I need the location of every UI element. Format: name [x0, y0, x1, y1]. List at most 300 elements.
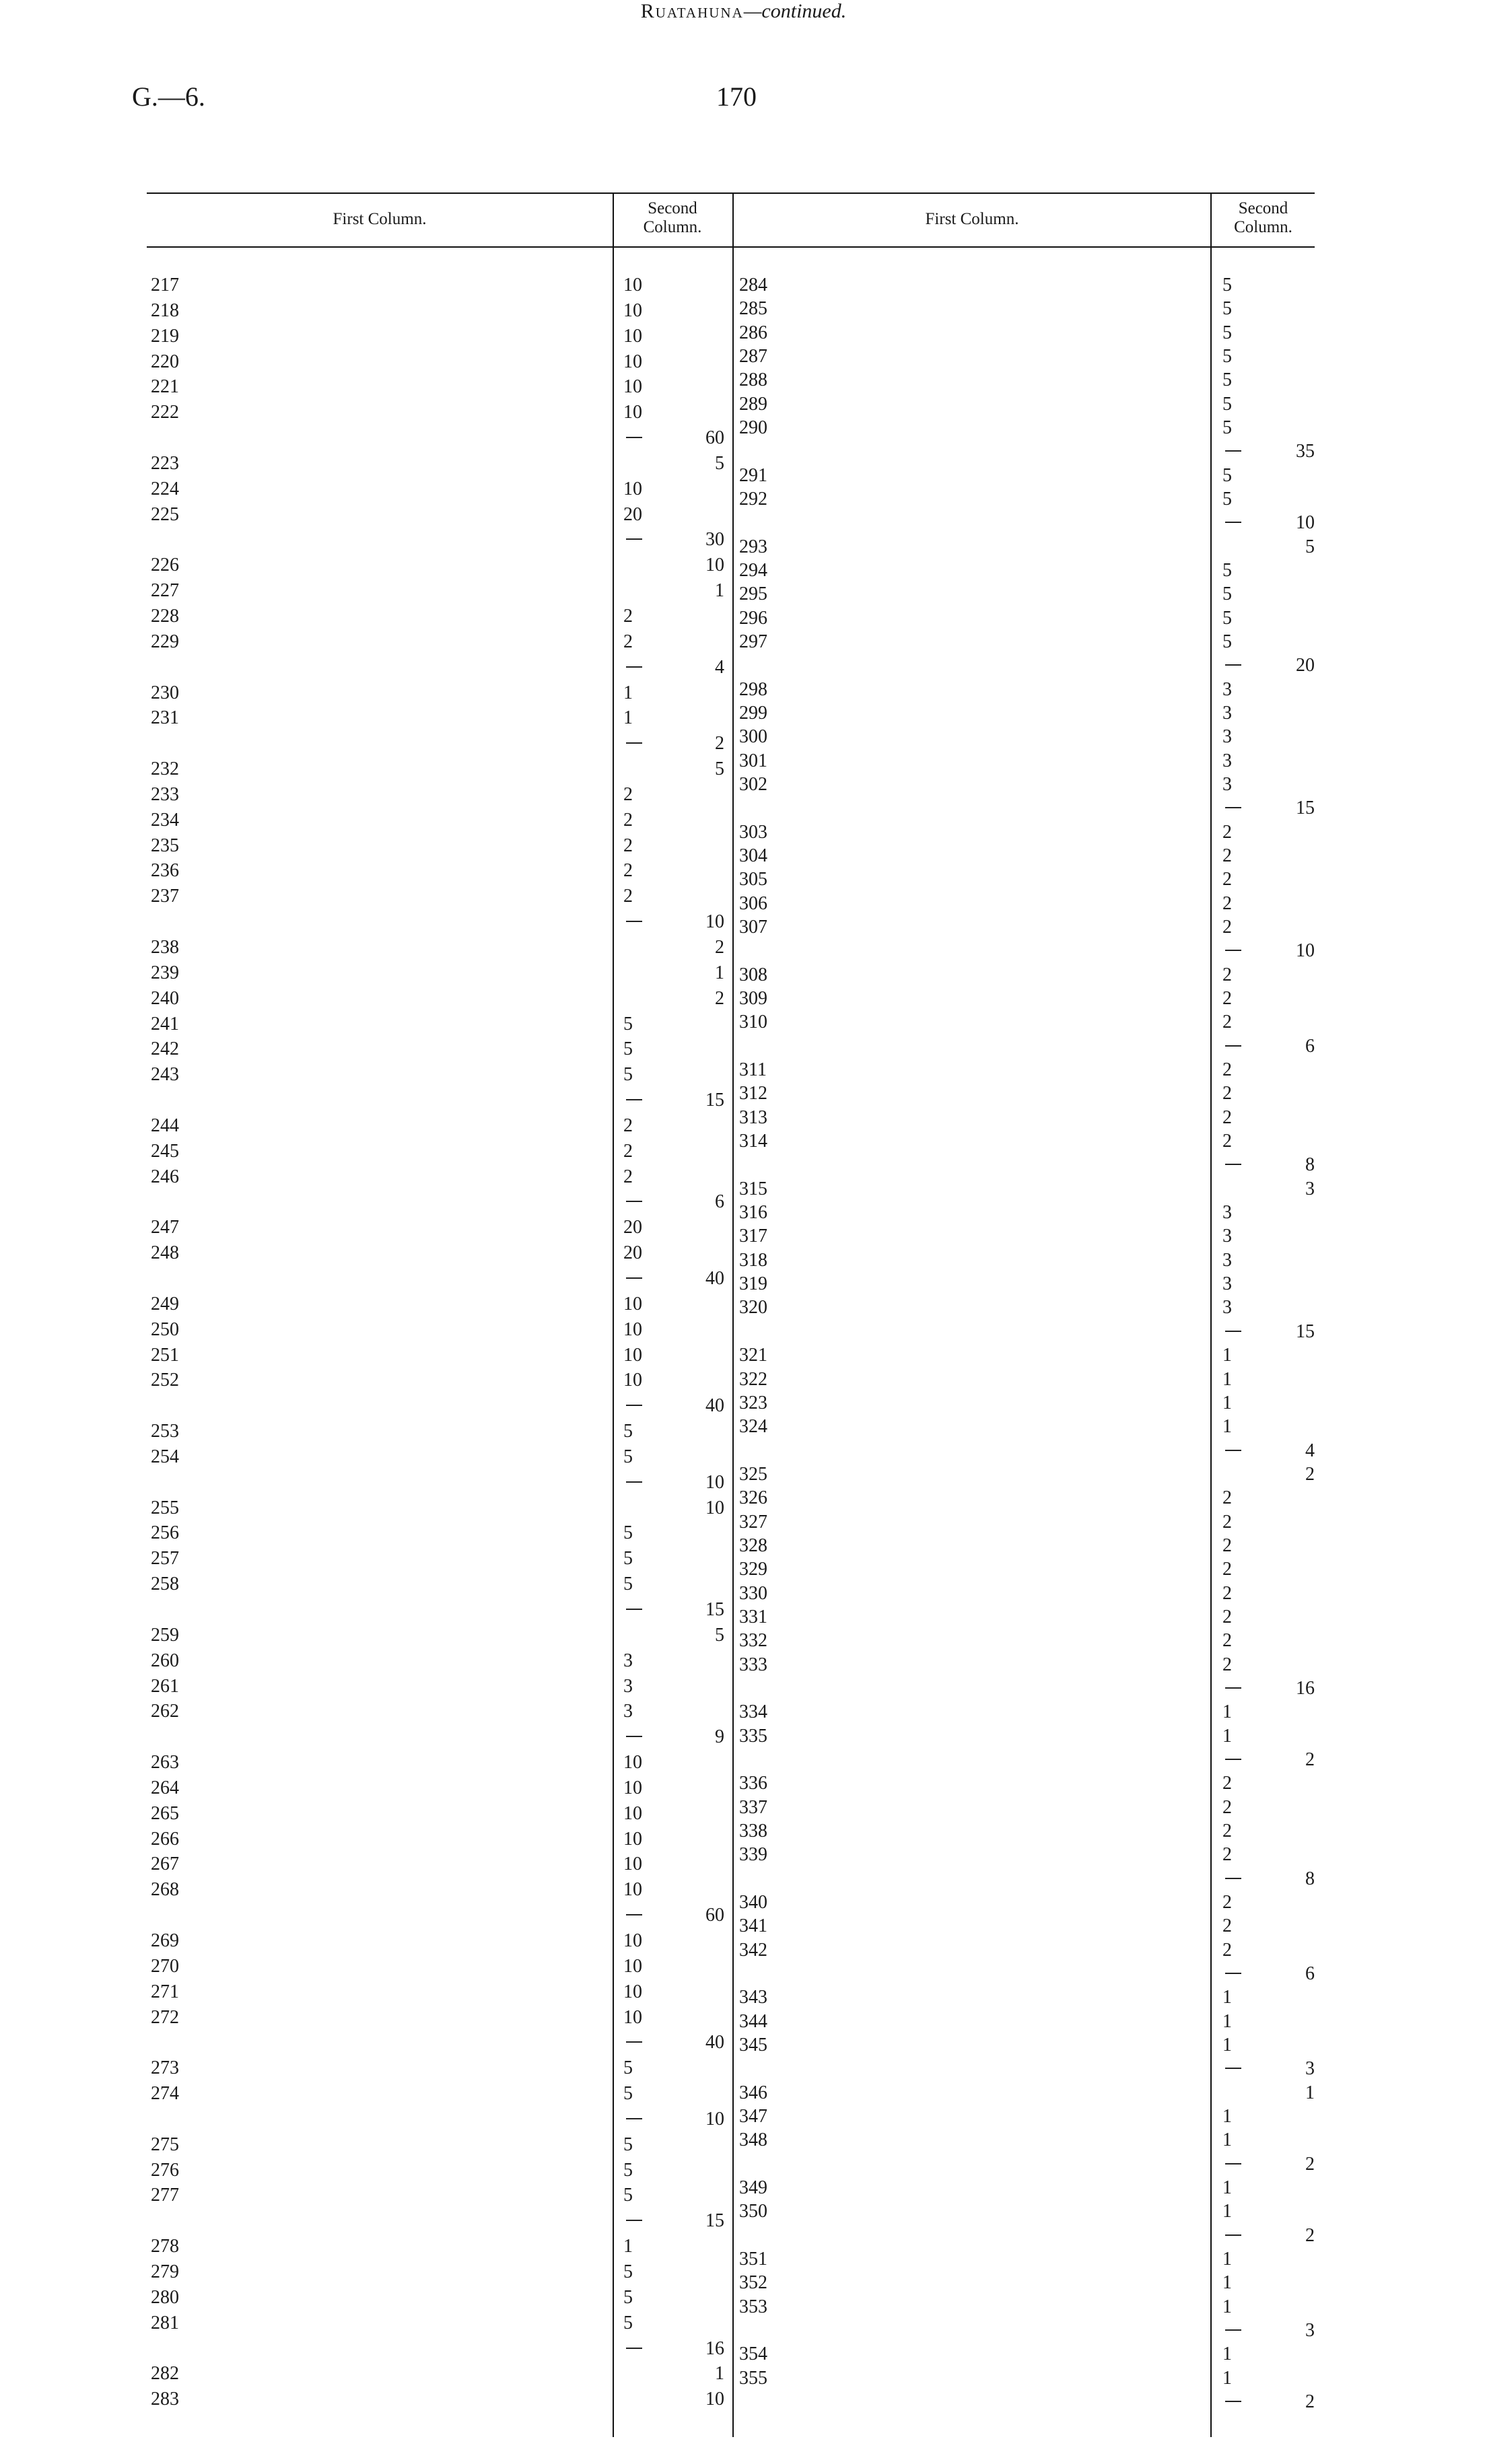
- entry-row: [739, 1059, 1204, 1080]
- entry-number: 242: [151, 1039, 179, 1060]
- entry-share: 2: [1222, 917, 1232, 938]
- entry-number: 281: [151, 2312, 179, 2333]
- entry-share: 10: [623, 1981, 642, 2002]
- entry-row: [151, 1650, 592, 1671]
- entry-number: 227: [151, 580, 179, 602]
- entry-share: 1: [1222, 2367, 1232, 2389]
- group-total-dash: [626, 1914, 642, 1915]
- entry-share: 5: [623, 2134, 633, 2155]
- entry-row: [151, 479, 592, 499]
- entry-share: 5: [1222, 298, 1232, 320]
- entry-number: 285: [739, 298, 767, 320]
- entry-share: 2: [623, 1166, 633, 1187]
- entry-number: 239: [151, 962, 179, 983]
- entry-share: 2: [1222, 1939, 1232, 1961]
- group-total-dash: [626, 538, 642, 540]
- entry-number: 273: [151, 2057, 179, 2079]
- roll-table: [147, 192, 1315, 2437]
- entry-row: [739, 2201, 1204, 2222]
- entry-row: [151, 707, 592, 728]
- entry-row: [151, 275, 592, 295]
- entry-share: 3: [1222, 750, 1232, 771]
- group-total: 15: [1296, 1321, 1315, 1342]
- entry-row: [151, 2134, 592, 2155]
- group-total: 20: [1296, 655, 1315, 676]
- group-total-dash: [626, 2041, 642, 2043]
- entry-row: [151, 810, 592, 831]
- entry-share: 10: [623, 300, 642, 321]
- entry-number: 282: [151, 2363, 179, 2385]
- entry-number: 311: [739, 1059, 767, 1081]
- entry-number: 238: [151, 937, 179, 958]
- entry-share: 1: [1222, 1725, 1232, 1747]
- entry-share: 2: [1305, 1463, 1315, 1485]
- entry-row: [151, 580, 592, 601]
- entry-row: [739, 2035, 1204, 2055]
- entry-row: [151, 504, 592, 525]
- entry-row: [151, 962, 592, 983]
- entry-number: 267: [151, 1854, 179, 1875]
- entry-share: 1: [1222, 2129, 1232, 2151]
- entry-number: 294: [739, 560, 767, 582]
- entry-number: 320: [739, 1297, 767, 1318]
- entry-row: [739, 322, 1204, 343]
- entry-row: [739, 1987, 1204, 2008]
- entry-number: 343: [739, 1987, 767, 2008]
- entry-share: 1: [1222, 2201, 1232, 2222]
- page-number: 170: [716, 81, 757, 112]
- entry-share: 2: [1222, 1012, 1232, 1033]
- entry-number: 319: [739, 1273, 767, 1295]
- entry-row: [151, 1446, 592, 1467]
- entry-row: [739, 1202, 1204, 1223]
- entry-row: [739, 1512, 1204, 1533]
- entry-share: 2: [1222, 1606, 1232, 1627]
- entry-number: 218: [151, 300, 179, 321]
- entry-share: 5: [623, 1548, 633, 1570]
- entry-row: [151, 351, 592, 372]
- entry-row: [739, 1369, 1204, 1390]
- entry-number: 333: [739, 1654, 767, 1675]
- entry-number: 332: [739, 1630, 767, 1652]
- entry-share: 1: [1222, 2296, 1232, 2317]
- entry-number: 269: [151, 1930, 179, 1951]
- entry-number: 290: [739, 417, 767, 439]
- entry-number: 335: [739, 1725, 767, 1747]
- entry-row: [739, 1821, 1204, 1841]
- group-total: 10: [1296, 940, 1315, 962]
- entry-number: 287: [739, 346, 767, 367]
- entry-row: [151, 1421, 592, 1442]
- group-total: 40: [705, 1268, 724, 1289]
- entry-row: [151, 326, 592, 347]
- entry-number: 278: [151, 2236, 179, 2257]
- entry-share: 5: [1222, 489, 1232, 510]
- entry-number: 263: [151, 1752, 179, 1773]
- group-total-dash: [626, 2348, 642, 2349]
- entry-number: 351: [739, 2248, 767, 2269]
- group-total: 40: [705, 1395, 724, 1417]
- entry-share: 10: [623, 478, 642, 499]
- entry-share: 5: [1222, 322, 1232, 343]
- entry-row: [151, 1217, 592, 1238]
- entry-row: [739, 417, 1204, 438]
- entry-row: [739, 536, 1204, 557]
- entry-row: [739, 1012, 1204, 1032]
- entry-row: [739, 608, 1204, 629]
- entry-number: 352: [739, 2272, 767, 2294]
- entry-row: [739, 1107, 1204, 1128]
- entry-row: [739, 2011, 1204, 2032]
- entry-row: [151, 682, 592, 703]
- group-total: 10: [1296, 512, 1315, 534]
- entry-number: 354: [739, 2344, 767, 2365]
- entry-share: 5: [1222, 584, 1232, 605]
- entry-row: [151, 2185, 592, 2206]
- entry-share: 20: [623, 1217, 642, 1238]
- right-first-column-header: First Column.: [925, 210, 1019, 228]
- entry-number: 258: [151, 1574, 179, 1595]
- entry-share: 2: [1222, 1915, 1232, 1937]
- group-total-dash: [626, 1736, 642, 1737]
- group-total-dash: [1225, 664, 1241, 666]
- entry-share: 2: [1222, 1487, 1232, 1509]
- entry-share: 2: [1222, 1630, 1232, 1652]
- entry-number: 250: [151, 1318, 179, 1340]
- entry-row: [151, 1014, 592, 1034]
- entry-row: [151, 1930, 592, 1951]
- entry-number: 345: [739, 2034, 767, 2055]
- entry-row: [151, 1981, 592, 2002]
- entry-share: 5: [1222, 346, 1232, 367]
- entry-share: 5: [715, 759, 724, 780]
- entry-share: 2: [1222, 1059, 1232, 1081]
- entry-number: 225: [151, 503, 179, 525]
- entry-share: 2: [1222, 1891, 1232, 1913]
- entry-row: [151, 2160, 592, 2181]
- group-total-dash: [626, 1277, 642, 1279]
- entry-share: 2: [1222, 964, 1232, 985]
- entry-row: [739, 2177, 1204, 2198]
- entry-row: [739, 2296, 1204, 2317]
- entry-number: 304: [739, 845, 767, 867]
- entry-share: 10: [623, 1752, 642, 1773]
- entry-number: 342: [739, 1939, 767, 1961]
- entry-row: [151, 1039, 592, 1059]
- group-total-dash: [626, 1609, 642, 1610]
- entry-number: 228: [151, 606, 179, 627]
- entry-row: [151, 1242, 592, 1263]
- entry-share: 3: [1222, 678, 1232, 700]
- entry-share: 10: [623, 2006, 642, 2028]
- group-total: 60: [705, 427, 724, 449]
- entry-row: [739, 1416, 1204, 1437]
- group-total-dash: [1225, 1450, 1241, 1451]
- entry-share: 2: [1222, 1773, 1232, 1794]
- entry-row: [151, 2057, 592, 2078]
- group-total: 40: [705, 2032, 724, 2053]
- entry-share: 3: [1222, 726, 1232, 748]
- entry-row: [739, 1654, 1204, 1675]
- group-total: 2: [1305, 1749, 1315, 1770]
- entry-number: 303: [739, 821, 767, 843]
- entry-share: 1: [623, 682, 633, 703]
- left-second-column-header: [613, 199, 732, 237]
- entry-share: 2: [623, 835, 633, 856]
- group-total-dash: [626, 1405, 642, 1406]
- entry-share: 2: [1222, 1820, 1232, 1841]
- entry-number: 337: [739, 1796, 767, 1818]
- entry-row: [739, 1607, 1204, 1627]
- entry-number: 336: [739, 1773, 767, 1794]
- entry-share: 5: [715, 1624, 724, 1646]
- entry-share: 5: [623, 1522, 633, 1544]
- entry-share: 2: [1222, 845, 1232, 867]
- entry-share: 3: [1222, 1202, 1232, 1224]
- entry-share: 10: [623, 1293, 642, 1314]
- entry-share: 2: [715, 987, 724, 1009]
- place-name: Ruatahuna: [640, 0, 744, 22]
- group-total: 6: [1305, 1035, 1315, 1057]
- entry-number: 289: [739, 393, 767, 415]
- entry-row: [739, 845, 1204, 866]
- entry-row: [739, 1250, 1204, 1271]
- entry-row: [739, 2249, 1204, 2269]
- entry-number: 244: [151, 1115, 179, 1136]
- entry-row: [151, 2083, 592, 2104]
- entry-row: [151, 2287, 592, 2308]
- entry-share: 5: [623, 2159, 633, 2181]
- entry-share: 5: [623, 1574, 633, 1595]
- group-total-dash: [1225, 1331, 1241, 1332]
- group-total-dash: [1225, 1687, 1241, 1689]
- entry-number: 292: [739, 489, 767, 510]
- entry-row: [739, 869, 1204, 890]
- entry-number: 271: [151, 1981, 179, 2002]
- entry-row: [739, 1131, 1204, 1152]
- group-total-dash: [626, 1481, 642, 1483]
- entry-number: 338: [739, 1820, 767, 1841]
- entry-share: 1: [1222, 1416, 1232, 1438]
- entry-row: [739, 774, 1204, 795]
- entry-share: 5: [1305, 536, 1315, 557]
- entry-share: 2: [1222, 988, 1232, 1010]
- entry-row: [739, 1701, 1204, 1722]
- entry-share: 10: [623, 1777, 642, 1798]
- entry-share: 3: [623, 1675, 633, 1697]
- entry-share: 1: [1222, 2177, 1232, 2198]
- entry-number: 328: [739, 1535, 767, 1556]
- group-total-dash: [1225, 522, 1241, 523]
- entry-row: [739, 1393, 1204, 1413]
- entry-share: 10: [623, 1344, 642, 1366]
- entry-share: 10: [623, 1854, 642, 1875]
- entry-share: 5: [623, 2057, 633, 2079]
- left-second-column-rule-b: [732, 192, 734, 2437]
- group-total-dash: [1225, 1759, 1241, 1760]
- entry-row: [739, 1464, 1204, 1485]
- entry-number: 313: [739, 1106, 767, 1128]
- group-total: 10: [705, 1471, 724, 1493]
- entry-share: 5: [1222, 275, 1232, 295]
- entry-share: 3: [1222, 1249, 1232, 1271]
- entry-row: [739, 631, 1204, 652]
- group-total-dash: [626, 437, 642, 438]
- group-total-dash: [1225, 2234, 1241, 2236]
- entry-row: [151, 1166, 592, 1187]
- group-total-dash: [1225, 2068, 1241, 2069]
- entry-share: 2: [623, 631, 633, 652]
- entry-row: [151, 555, 592, 575]
- entry-number: 302: [739, 774, 767, 796]
- group-total-dash: [1225, 2329, 1241, 2331]
- entry-number: 310: [739, 1012, 767, 1033]
- group-total: 2: [1305, 2391, 1315, 2412]
- entry-share: 2: [623, 783, 633, 805]
- entry-row: [739, 2344, 1204, 2364]
- entry-row: [739, 2082, 1204, 2103]
- left-second-header-top: Second: [648, 199, 697, 217]
- entry-row: [151, 2389, 592, 2409]
- entry-share: 2: [1222, 821, 1232, 843]
- entry-number: 245: [151, 1140, 179, 1162]
- entry-number: 353: [739, 2296, 767, 2317]
- entry-row: [739, 1535, 1204, 1556]
- entry-row: [739, 964, 1204, 985]
- entry-number: 256: [151, 1522, 179, 1544]
- entry-number: 251: [151, 1344, 179, 1366]
- entry-share: 5: [1222, 560, 1232, 582]
- entry-number: 264: [151, 1777, 179, 1798]
- entry-row: [151, 376, 592, 397]
- entry-share: 1: [1222, 2105, 1232, 2127]
- entry-number: 224: [151, 478, 179, 499]
- entry-share: 3: [1222, 1226, 1232, 1247]
- entry-share: 5: [623, 1013, 633, 1034]
- entry-number: 265: [151, 1802, 179, 1824]
- entry-number: 274: [151, 2083, 179, 2105]
- entry-number: 255: [151, 1497, 179, 1518]
- entry-row: [151, 860, 592, 881]
- entry-number: 331: [739, 1606, 767, 1627]
- entry-row: [151, 1676, 592, 1697]
- entry-share: 3: [1222, 1273, 1232, 1295]
- entry-share: 5: [623, 2185, 633, 2206]
- entry-number: 232: [151, 759, 179, 780]
- group-total-dash: [626, 1099, 642, 1100]
- entry-row: [151, 1522, 592, 1543]
- entry-number: 308: [739, 964, 767, 985]
- group-total: 60: [705, 1905, 724, 1926]
- entry-number: 300: [739, 726, 767, 748]
- entry-number: 266: [151, 1828, 179, 1850]
- entry-number: 314: [739, 1131, 767, 1152]
- left-second-header-bottom: Column.: [643, 218, 702, 236]
- entry-share: 10: [705, 555, 724, 576]
- entry-share: 1: [715, 962, 724, 983]
- entry-number: 329: [739, 1559, 767, 1580]
- entry-row: [151, 1345, 592, 1366]
- entry-number: 277: [151, 2185, 179, 2206]
- entry-share: 10: [623, 402, 642, 423]
- entry-share: 3: [623, 1650, 633, 1671]
- group-total-dash: [1225, 2163, 1241, 2164]
- group-total-dash: [1225, 2401, 1241, 2402]
- group-total-dash: [1225, 807, 1241, 808]
- entry-share: 10: [623, 351, 642, 372]
- entry-row: [151, 453, 592, 474]
- entry-share: 5: [1222, 393, 1232, 415]
- entry-share: 5: [623, 1039, 633, 1060]
- entry-number: 259: [151, 1624, 179, 1646]
- report-reference: G.—6.: [132, 81, 205, 112]
- entry-number: 217: [151, 275, 179, 295]
- entry-number: 307: [739, 917, 767, 938]
- entry-number: 276: [151, 2159, 179, 2181]
- entry-share: 5: [1222, 369, 1232, 391]
- entry-share: 5: [623, 1064, 633, 1086]
- entry-row: [739, 679, 1204, 700]
- entry-share: 2: [1222, 1535, 1232, 1556]
- group-total-dash: [1225, 1164, 1241, 1165]
- entry-row: [151, 1294, 592, 1314]
- entry-number: 249: [151, 1293, 179, 1314]
- entry-share: 10: [705, 2389, 724, 2410]
- entry-row: [739, 1726, 1204, 1747]
- entry-row: [151, 2261, 592, 2282]
- group-total: 2: [715, 733, 724, 754]
- group-total-dash: [1225, 1878, 1241, 1879]
- entry-number: 355: [739, 2367, 767, 2389]
- entry-row: [151, 2236, 592, 2257]
- entry-row: [739, 1797, 1204, 1818]
- entry-number: 334: [739, 1701, 767, 1723]
- entry-number: 316: [739, 1202, 767, 1224]
- entry-row: [151, 1854, 592, 1874]
- entry-row: [739, 369, 1204, 390]
- group-total: 3: [1305, 2319, 1315, 2341]
- entry-number: 243: [151, 1064, 179, 1086]
- entry-share: 2: [623, 1115, 633, 1136]
- entry-share: 3: [1222, 774, 1232, 796]
- entry-row: [151, 784, 592, 805]
- entry-row: [151, 988, 592, 1009]
- entry-row: [739, 1630, 1204, 1651]
- entry-row: [151, 402, 592, 423]
- entry-number: 296: [739, 607, 767, 629]
- entry-number: 236: [151, 860, 179, 882]
- subtitle-suffix: —continued.: [743, 0, 847, 22]
- group-total: 2: [1305, 2224, 1315, 2246]
- group-total: 35: [1296, 441, 1315, 462]
- entry-row: [151, 1879, 592, 1900]
- group-total-dash: [1225, 950, 1241, 951]
- entry-number: 220: [151, 351, 179, 372]
- entry-number: 257: [151, 1548, 179, 1570]
- entry-share: 1: [1222, 1392, 1232, 1413]
- entry-share: 5: [623, 2083, 633, 2105]
- entry-row: [739, 489, 1204, 509]
- entry-share: 2: [1222, 1083, 1232, 1104]
- entry-share: 10: [705, 1497, 724, 1518]
- entry-share: 1: [623, 2236, 633, 2257]
- group-total-dash: [1225, 450, 1241, 452]
- entry-share: 5: [1222, 464, 1232, 486]
- entry-number: 326: [739, 1487, 767, 1509]
- entry-row: [151, 631, 592, 652]
- entry-share: 1: [1222, 1987, 1232, 2008]
- entry-number: 309: [739, 988, 767, 1010]
